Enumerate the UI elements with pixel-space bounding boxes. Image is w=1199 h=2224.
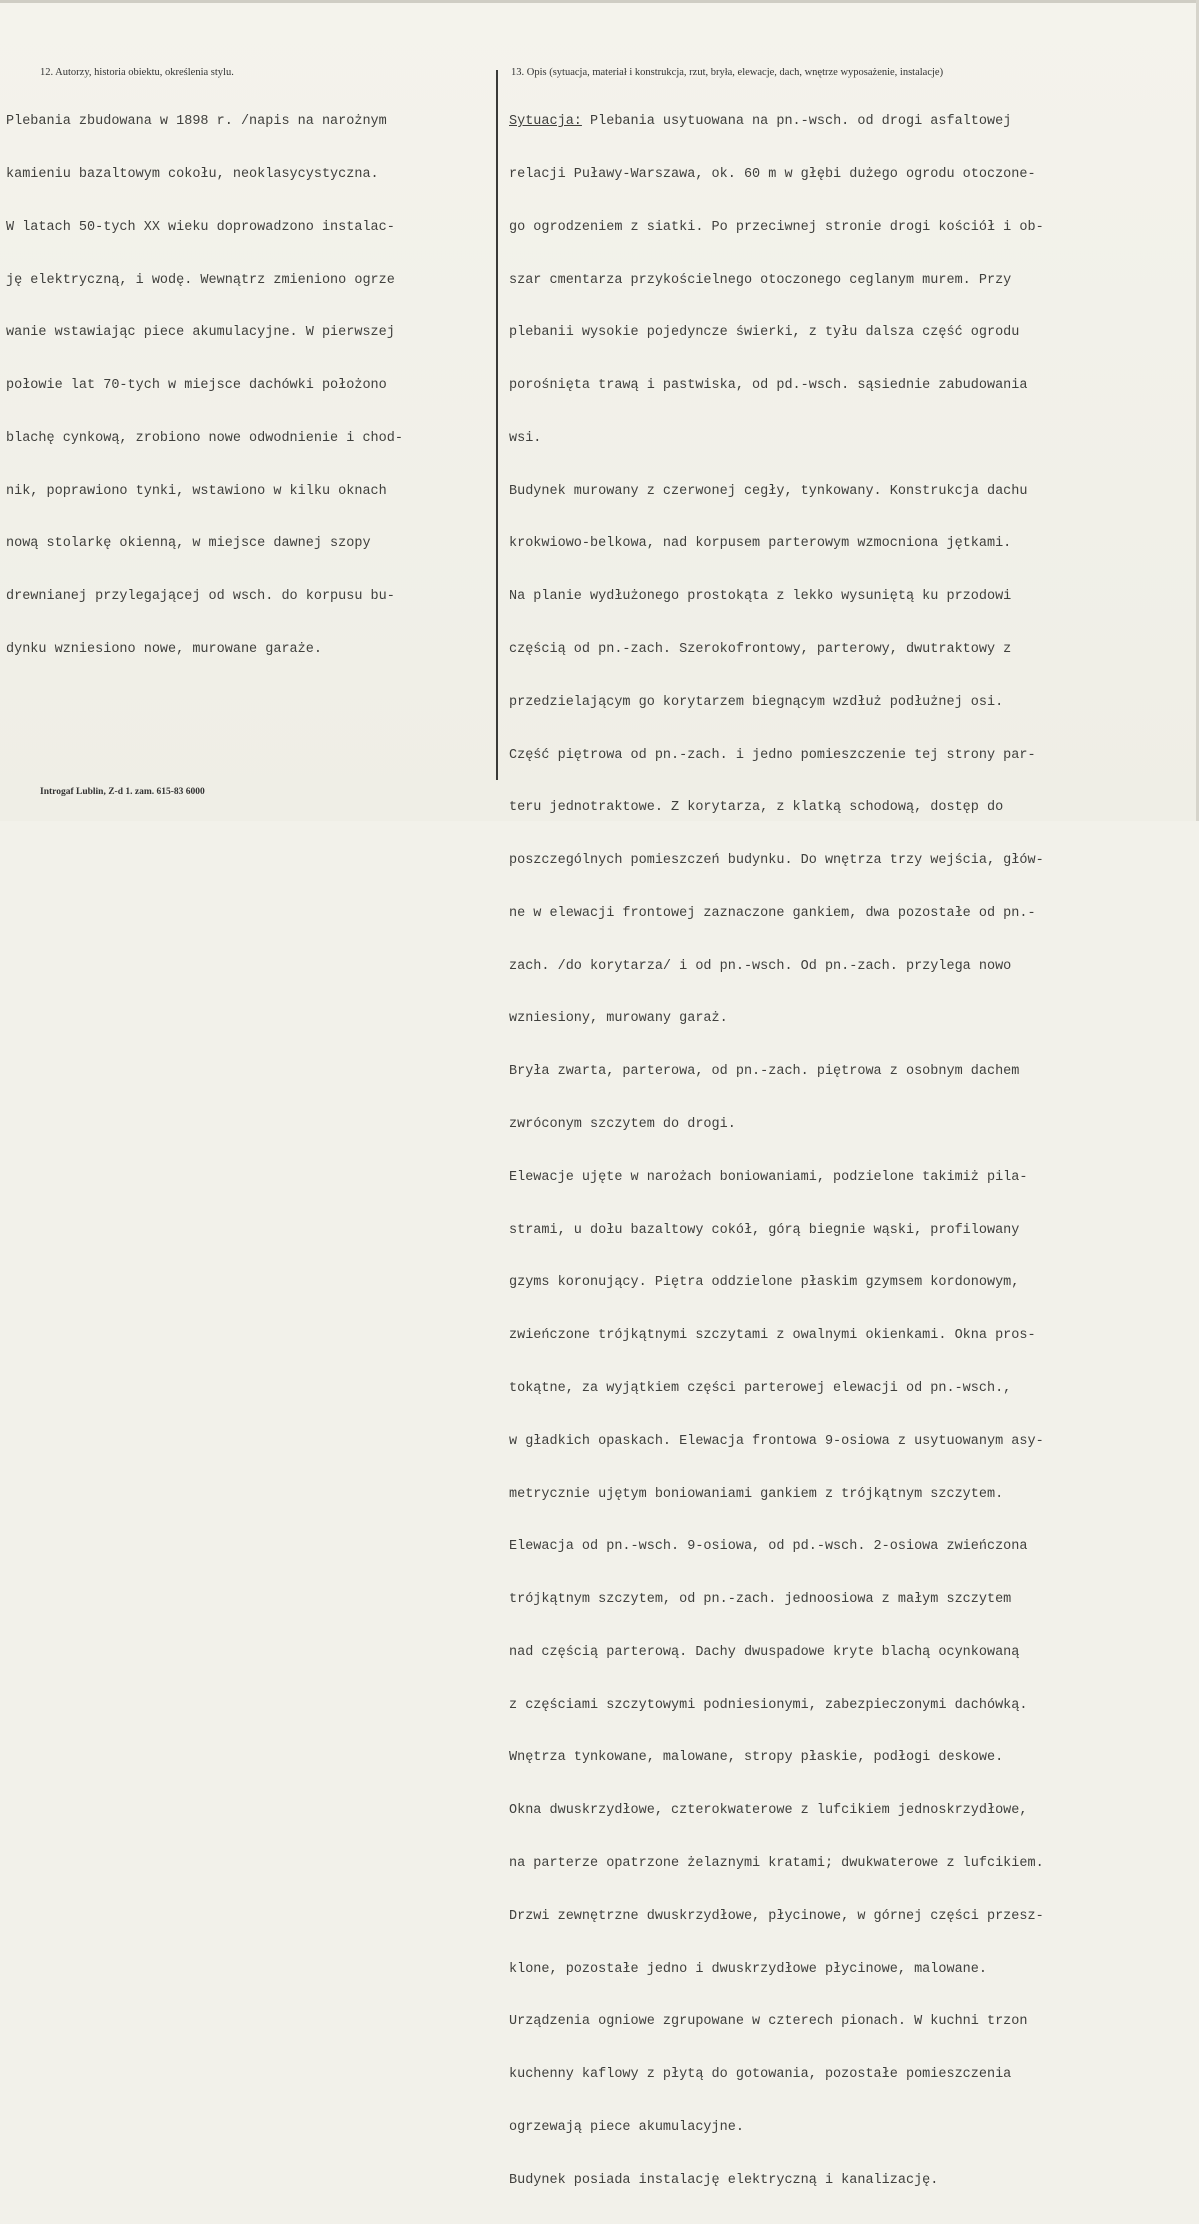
description-line: strami, u dołu bazaltowy cokół, górą biegnie wąski, profilowany [509,1222,1020,1238]
description-line: tokątne, za wyjątkiem części parterowej elewacji od pn.-wsch., [509,1380,1012,1396]
description-line: ogrzewają piece akumulacyjne. [509,2119,744,2135]
description-line: Elewacje ujęte w narożach boniowaniami, podzielone takimiż pila- [509,1169,1028,1185]
description-line: z częściami szczytowymi podniesionymi, zabezpieczonymi dachówką. [509,1697,1028,1713]
description-line: Drzwi zewnętrzne dwuskrzydłowe, płycinowe, w górnej części przesz- [509,1908,1044,1924]
description-line: zwieńczone trójkątnymi szczytami z owalnymi okienkami. Okna pros- [509,1328,1036,1344]
description-line: Część piętrowa od pn.-zach. i jedno pomieszczenie tej strony par- [509,747,1036,763]
history-line: W latach 50-tych XX wieku doprowadzono instalac- [6,219,395,235]
description-line: trójkątnym szczytem, od pn.-zach. jednoosiowa z małym szczytem [509,1592,1012,1608]
description-line: wzniesiony, murowany garaż. [509,1011,728,1027]
description-line: Okna dwuskrzydłowe, czterokwaterowe z lufcikiem jednoskrzydłowe, [509,1803,1028,1819]
description-line: krokwiowo-belkowa, nad korpusem parterowym wzmocniona jętkami. [509,536,1012,552]
description-line: wsi. [509,430,542,446]
description-line: szar cmentarza przykościelnego otoczonego ceglanym murem. Przy [509,272,1012,288]
history-line: połowie lat 70-tych w miejsce dachówki położono [6,378,387,394]
description-line: relacji Puławy-Warszawa, ok. 60 m w głębi dużego ogrodu otoczone- [509,166,1036,182]
description-line: nad częścią parterową. Dachy dwuspadowe kryte blachą ocynkowaną [509,1644,1020,1660]
description-first-line-text: Plebania usytuowana na pn.-wsch. od drogi asfaltowej [581,114,1012,130]
sheet-top-edge [0,0,1199,3]
situation-label: Sytuacja: [509,114,582,130]
section-13-header: 13. Opis (sytuacja, materiał i konstrukcja, rzut, bryła, elewacje, dach, wnętrze wyposażenie, instalacje) [511,67,944,78]
description-line: Wnętrza tynkowane, malowane, stropy płaskie, podłogi deskowe. [509,1750,1004,1766]
history-line: kamieniu bazaltowym cokołu, neoklasycystyczna. [6,166,379,182]
printer-imprint: Introgaf Lublin, Z-d 1. zam. 615-83 6000 [40,787,205,797]
description-line: Urządzenia ogniowe zgrupowane w czterech pionach. W kuchni trzon [509,2014,1028,2030]
history-text [6,78,403,694]
description-line: Elewacja od pn.-wsch. 9-osiowa, od pd.-wsch. 2-osiowa zwieńczona [509,1539,1028,1555]
section-12-header: 12. Autorzy, historia obiektu, określenia stylu. [40,67,234,78]
description-line: na parterze opatrzone żelaznymi kratami; dwukwaterowe z lufcikiem. [509,1855,1044,1871]
description-line: poszczególnych pomieszczeń budynku. Do wnętrza trzy wejścia, głów- [509,853,1044,869]
history-line: ję elektryczną, i wodę. Wewnątrz zmieniono ogrze [6,272,395,288]
history-line: dynku wzniesiono nowe, murowane garaże. [6,642,322,657]
description-line: porośnięta trawą i pastwiska, od pd.-wsch. sąsiednie zabudowania [509,378,1028,394]
description-line: Na planie wydłużonego prostokąta z lekko wysuniętą ku przodowi [509,589,1012,605]
description-line: gzyms koronujący. Piętra oddzielone płaskim gzymsem kordonowym, [509,1275,1020,1291]
description-line: Bryła zwarta, parterowa, od pn.-zach. piętrowa z osobnym dachem [509,1064,1020,1080]
description-line: go ogrodzeniem z siatki. Po przeciwnej stronie drogi kościół i ob- [509,219,1044,235]
description-line: kuchenny kaflowy z płytą do gotowania, pozostałe pomieszczenia [509,2067,1012,2083]
history-line: blachę cynkową, zrobiono nowe odwodnienie i chod- [6,430,403,446]
description-line: metrycznie ujętym boniowaniami gankiem z trójkątnym szczytem. [509,1486,1004,1502]
description-line: klone, pozostałe jedno i dwuskrzydłowe płycinowe, malowane. [509,1961,987,1977]
history-line: Plebania zbudowana w 1898 r. /napis na narożnym [6,114,387,130]
description-line: teru jednotraktowe. Z korytarza, z klatką schodową, dostęp do [509,800,1004,816]
description-line: Budynek murowany z czerwonej cegły, tynkowany. Konstrukcja dachu [509,483,1028,499]
description-line: w gładkich opaskach. Elewacja frontowa 9-osiowa z usytuowanym asy- [509,1433,1044,1449]
description-line: Budynek posiada instalację elektryczną i kanalizację. [509,2172,939,2188]
description-line: przedzielającym go korytarzem biegnącym wzdłuż podłużnej osi. [509,694,1004,710]
description-line: plebanii wysokie pojedyncze świerki, z tyłu dalsza część ogrodu [509,325,1020,341]
description-text [509,78,1044,2224]
history-line: wanie wstawiając piece akumulacyjne. W pierwszej [6,325,395,341]
history-line: drewnianej przylegającej od wsch. do korpusu bu- [6,589,395,605]
history-line: nik, poprawiono tynki, wstawiono w kilku oknach [6,483,387,499]
description-line: zwróconym szczytem do drogi. [509,1117,736,1133]
history-line: nową stolarkę okienną, w miejsce dawnej szopy [6,536,371,552]
description-line: częścią od pn.-zach. Szerokofrontowy, parterowy, dwutraktowy z [509,642,1012,657]
description-first-line [509,113,1044,131]
description-line: zach. /do korytarza/ i od pn.-wsch. Od pn.-zach. przylega nowo [509,958,1012,974]
description-line: ne w elewacji frontowej zaznaczone gankiem, dwa pozostałe od pn.- [509,905,1036,921]
column-divider [496,70,498,780]
